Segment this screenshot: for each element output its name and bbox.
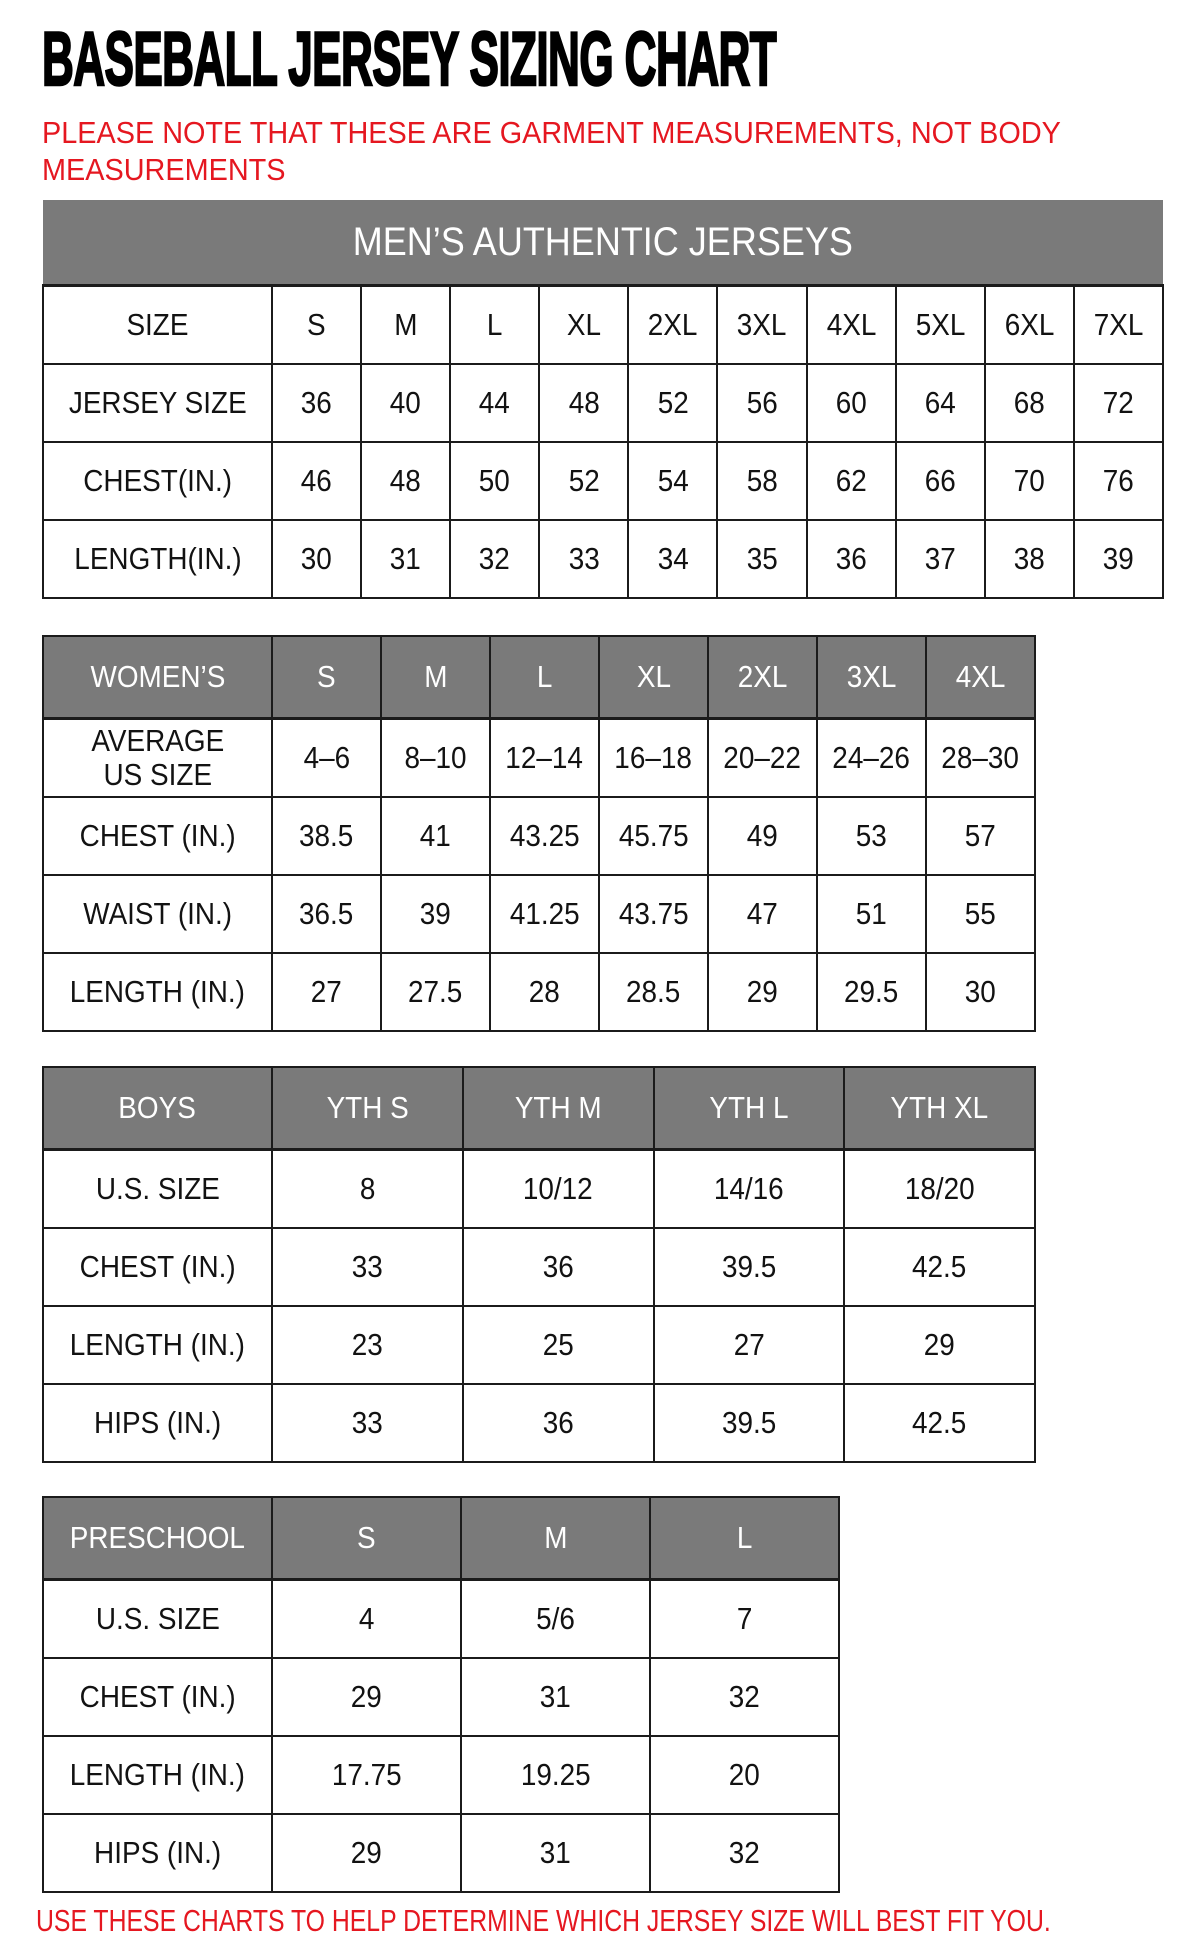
womens-row-0-cell-6: [926, 719, 1035, 798]
preschool-row-3-label-text: HIPS (IN.): [93, 1835, 222, 1870]
womens-row-0-cell-5: [817, 719, 926, 798]
womens-row-0-cell-4: [708, 719, 817, 798]
page-title: BASEBALL JERSEY SIZING CHART: [42, 17, 777, 102]
womens-header-label: [43, 636, 272, 719]
boys-row-0-cell-3: [844, 1150, 1035, 1229]
preschool-row-2: [43, 1736, 839, 1814]
womens-row-3-cell-4: [708, 953, 817, 1031]
mens-row-3-cell-1: [361, 520, 450, 598]
mens-row-3-cell-5: [717, 520, 806, 598]
mens-row-2-cell-6-text: 62: [835, 463, 867, 498]
womens-header-cell-2: [490, 636, 599, 719]
mens-banner-text: MEN’S AUTHENTIC JERSEYS: [352, 219, 854, 264]
mens-row-0-label: [43, 286, 272, 365]
womens-row-1-cell-5: [817, 797, 926, 875]
boys-row-1-cell-1: [463, 1228, 654, 1306]
mens-row-3-cell-6-text: 36: [835, 541, 867, 576]
mens-row-2-cell-2: [450, 442, 539, 520]
womens-header-cell-0-text: S: [317, 659, 336, 694]
boys-row-0-label: [43, 1150, 272, 1229]
preschool-row-2-label-text: LENGTH (IN.): [69, 1757, 246, 1792]
boys-row-0-cell-0: [272, 1150, 463, 1229]
mens-row-3-cell-4-text: 34: [657, 541, 689, 576]
preschool-row-0-cell-2: [650, 1580, 839, 1659]
mens-row-3-label: [43, 520, 272, 598]
mens-row-0-cell-7: [896, 286, 985, 365]
mens-row-3-cell-2: [450, 520, 539, 598]
mens-row-0-cell-4: [628, 286, 717, 365]
mens-banner-row: [43, 200, 1163, 286]
boys-row-3-cell-2-text: 39.5: [721, 1405, 777, 1440]
mens-row-0-cell-0-text: S: [307, 307, 326, 342]
womens-header-label-text: WOMEN’S: [90, 659, 225, 694]
womens-row-1-cell-2-text: 43.25: [509, 818, 580, 853]
mens-row-1-cell-8: [985, 364, 1074, 442]
mens-row-2-cell-1: [361, 442, 450, 520]
preschool-header-cell-0: [272, 1497, 461, 1580]
womens-row-0-cell-0: [272, 719, 381, 798]
boys-row-0-cell-3-text: 18/20: [904, 1171, 975, 1206]
preschool-sizing-table: [42, 1496, 840, 1893]
boys-row-3: [43, 1384, 1035, 1462]
mens-row-3-cell-8: [985, 520, 1074, 598]
footer-note: [36, 1905, 1180, 1936]
boys-row-1-label: [43, 1228, 272, 1306]
boys-header-label-text: BOYS: [118, 1090, 197, 1125]
womens-row-2-cell-1-text: 39: [419, 896, 452, 931]
boys-row-0-label-text: U.S. SIZE: [95, 1171, 220, 1206]
womens-row-3-cell-6-text: 30: [964, 974, 997, 1009]
mens-row-3-cell-0: [272, 520, 361, 598]
mens-row-2-cell-8: [985, 442, 1074, 520]
boys-header-row: [43, 1067, 1035, 1150]
boys-header-cell-1: [463, 1067, 654, 1150]
preschool-row-3-cell-0-text: 29: [350, 1835, 383, 1870]
mens-row-0-cell-5: [717, 286, 806, 365]
womens-row-3: [43, 953, 1035, 1031]
mens-row-1-cell-5-text: 56: [746, 385, 778, 420]
garment-measurement-note: [42, 114, 1180, 188]
womens-row-2-cell-2-text: 41.25: [509, 896, 580, 931]
preschool-row-1-cell-0-text: 29: [350, 1679, 383, 1714]
womens-row-1: [43, 797, 1035, 875]
boys-row-1: [43, 1228, 1035, 1306]
womens-row-1-cell-2: [490, 797, 599, 875]
mens-row-1-cell-4: [628, 364, 717, 442]
boys-row-3-cell-1-text: 36: [542, 1405, 574, 1440]
mens-row-1-cell-9: [1074, 364, 1163, 442]
boys-row-2-cell-1-text: 25: [542, 1327, 574, 1362]
womens-row-3-cell-5-text: 29.5: [844, 974, 899, 1009]
preschool-header-cell-2-text: L: [736, 1520, 753, 1555]
boys-row-0-cell-1: [463, 1150, 654, 1229]
boys-row-3-cell-0-text: 33: [351, 1405, 383, 1440]
womens-header-cell-6: [926, 636, 1035, 719]
mens-row-3-cell-3-text: 33: [568, 541, 600, 576]
preschool-header-label-text: PRESCHOOL: [69, 1520, 246, 1555]
mens-row-1-cell-7-text: 64: [924, 385, 956, 420]
mens-row-1-cell-4-text: 52: [657, 385, 689, 420]
mens-row-1: [43, 364, 1163, 442]
boys-row-3-cell-3: [844, 1384, 1035, 1462]
womens-row-2-cell-3-text: 43.75: [618, 896, 689, 931]
preschool-row-3-cell-2: [650, 1814, 839, 1892]
womens-row-0-cell-6-text: 28–30: [941, 740, 1020, 775]
mens-row-1-cell-5: [717, 364, 806, 442]
mens-row-2-cell-2-text: 50: [479, 463, 511, 498]
mens-row-3-cell-9: [1074, 520, 1163, 598]
preschool-row-1-cell-1: [461, 1658, 650, 1736]
mens-row-0-cell-5-text: 3XL: [737, 307, 787, 342]
preschool-header-row: [43, 1497, 839, 1580]
boys-row-2: [43, 1306, 1035, 1384]
boys-row-1-cell-3-text: 42.5: [912, 1249, 967, 1284]
mens-row-1-cell-8-text: 68: [1013, 385, 1045, 420]
mens-row-2-cell-7-text: 66: [924, 463, 956, 498]
boys-row-2-label: [43, 1306, 272, 1384]
preschool-row-2-cell-1: [461, 1736, 650, 1814]
preschool-header-cell-1-text: M: [543, 1520, 568, 1555]
boys-row-3-cell-3-text: 42.5: [912, 1405, 967, 1440]
preschool-row-1-cell-0: [272, 1658, 461, 1736]
mens-row-3-cell-5-text: 35: [746, 541, 778, 576]
preschool-row-3-cell-1-text: 31: [539, 1835, 572, 1870]
womens-row-1-cell-5-text: 53: [855, 818, 888, 853]
mens-row-3-cell-8-text: 38: [1013, 541, 1045, 576]
preschool-row-0-label-text: U.S. SIZE: [95, 1601, 220, 1636]
womens-row-1-cell-3: [599, 797, 708, 875]
womens-header-row: [43, 636, 1035, 719]
womens-row-2-cell-4-text: 47: [746, 896, 779, 931]
mens-row-2-cell-9: [1074, 442, 1163, 520]
mens-row-2-cell-0: [272, 442, 361, 520]
mens-row-3-cell-7-text: 37: [924, 541, 956, 576]
mens-banner: [43, 200, 1163, 286]
womens-row-2: [43, 875, 1035, 953]
preschool-row-0-cell-1-text: 5/6: [536, 1601, 575, 1636]
mens-row-2-cell-8-text: 70: [1013, 463, 1045, 498]
mens-row-0: [43, 286, 1163, 365]
mens-row-0-cell-4-text: 2XL: [648, 307, 698, 342]
boys-row-2-cell-1: [463, 1306, 654, 1384]
womens-row-2-cell-1: [381, 875, 490, 953]
mens-row-0-cell-1: [361, 286, 450, 365]
womens-row-0: [43, 719, 1035, 798]
womens-row-2-cell-4: [708, 875, 817, 953]
womens-row-0-label-text: AVERAGE US SIZE: [91, 722, 224, 792]
preschool-row-2-cell-2-text: 20: [728, 1757, 761, 1792]
boys-row-3-label-text: HIPS (IN.): [93, 1405, 222, 1440]
preschool-row-1-cell-1-text: 31: [539, 1679, 572, 1714]
mens-row-1-cell-1-text: 40: [390, 385, 422, 420]
mens-row-2-cell-1-text: 48: [390, 463, 422, 498]
preschool-row-2-cell-0: [272, 1736, 461, 1814]
boys-row-2-label-text: LENGTH (IN.): [69, 1327, 246, 1362]
mens-row-1-cell-2-text: 44: [479, 385, 511, 420]
mens-row-0-cell-3: [539, 286, 628, 365]
preschool-header-cell-0-text: S: [357, 1520, 376, 1555]
womens-sizing-table: [42, 635, 1036, 1032]
womens-header-cell-4: [708, 636, 817, 719]
mens-row-2-cell-3-text: 52: [568, 463, 600, 498]
boys-row-1-cell-2-text: 39.5: [721, 1249, 777, 1284]
womens-row-1-cell-4: [708, 797, 817, 875]
womens-row-3-cell-0: [272, 953, 381, 1031]
preschool-row-3-cell-2-text: 32: [728, 1835, 761, 1870]
mens-row-2-cell-0-text: 46: [301, 463, 333, 498]
boys-row-1-cell-0-text: 33: [351, 1249, 383, 1284]
womens-row-0-cell-2-text: 12–14: [505, 740, 584, 775]
boys-row-2-cell-0: [272, 1306, 463, 1384]
boys-header-cell-2-text: YTH L: [709, 1090, 789, 1125]
boys-row-1-cell-0: [272, 1228, 463, 1306]
preschool-row-1-label-text: CHEST (IN.): [79, 1679, 236, 1714]
womens-row-3-cell-6: [926, 953, 1035, 1031]
mens-row-0-cell-2: [450, 286, 539, 365]
preschool-header-cell-1: [461, 1497, 650, 1580]
boys-row-0-cell-1-text: 10/12: [523, 1171, 594, 1206]
mens-row-3-cell-7: [896, 520, 985, 598]
womens-row-2-label: [43, 875, 272, 953]
boys-row-0-cell-2-text: 14/16: [713, 1171, 784, 1206]
womens-row-1-cell-6: [926, 797, 1035, 875]
mens-row-3-cell-4: [628, 520, 717, 598]
boys-row-0-cell-0-text: 8: [359, 1171, 376, 1206]
boys-row-2-cell-2-text: 27: [733, 1327, 765, 1362]
mens-row-2-label: [43, 442, 272, 520]
womens-row-0-cell-5-text: 24–26: [832, 740, 911, 775]
womens-header-cell-6-text: 4XL: [955, 659, 1006, 694]
boys-row-1-cell-1-text: 36: [542, 1249, 574, 1284]
preschool-row-0-cell-0-text: 4: [358, 1601, 375, 1636]
boys-header-cell-3-text: YTH XL: [890, 1090, 989, 1125]
womens-header-cell-4-text: 2XL: [737, 659, 788, 694]
mens-row-3: [43, 520, 1163, 598]
mens-row-2-cell-9-text: 76: [1102, 463, 1134, 498]
mens-row-0-cell-7-text: 5XL: [915, 307, 966, 342]
preschool-row-1-cell-2: [650, 1658, 839, 1736]
boys-header-cell-3: [844, 1067, 1035, 1150]
womens-header-cell-1-text: M: [423, 659, 448, 694]
womens-row-3-label-text: LENGTH (IN.): [69, 974, 246, 1009]
womens-row-0-cell-3: [599, 719, 708, 798]
preschool-row-0-cell-1: [461, 1580, 650, 1659]
mens-row-1-cell-1: [361, 364, 450, 442]
mens-row-3-cell-2-text: 32: [479, 541, 511, 576]
womens-row-0-cell-0-text: 4–6: [303, 740, 350, 775]
mens-row-1-cell-9-text: 72: [1102, 385, 1134, 420]
preschool-header-label: [43, 1497, 272, 1580]
womens-row-3-cell-1-text: 27.5: [408, 974, 463, 1009]
mens-row-0-cell-6: [807, 286, 896, 365]
note-line-1: PLEASE NOTE THAT THESE ARE GARMENT MEASUREMENTS, NOT BODY: [42, 115, 1061, 150]
footer-note-text: USE THESE CHARTS TO HELP DETERMINE WHICH JERSEY SIZE WILL BEST FIT YOU.: [36, 1903, 1051, 1938]
mens-row-2-cell-3: [539, 442, 628, 520]
boys-row-1-cell-2: [654, 1228, 845, 1306]
womens-row-1-cell-3-text: 45.75: [618, 818, 689, 853]
womens-header-cell-1: [381, 636, 490, 719]
womens-row-3-cell-1: [381, 953, 490, 1031]
boys-row-1-cell-3: [844, 1228, 1035, 1306]
mens-row-1-label: [43, 364, 272, 442]
mens-row-3-cell-0-text: 30: [301, 541, 333, 576]
preschool-row-2-cell-0-text: 17.75: [331, 1757, 402, 1792]
boys-row-2-cell-3-text: 29: [924, 1327, 956, 1362]
womens-row-3-cell-3: [599, 953, 708, 1031]
boys-sizing-table: [42, 1066, 1036, 1463]
womens-header-cell-5: [817, 636, 926, 719]
boys-header-cell-2: [654, 1067, 845, 1150]
preschool-row-0-label: [43, 1580, 272, 1659]
mens-row-1-cell-3-text: 48: [568, 385, 600, 420]
note-line-2: MEASUREMENTS: [42, 152, 286, 187]
womens-row-2-cell-6: [926, 875, 1035, 953]
mens-row-1-cell-0-text: 36: [301, 385, 333, 420]
womens-row-3-cell-2-text: 28: [528, 974, 561, 1009]
mens-row-1-cell-6: [807, 364, 896, 442]
womens-row-2-cell-0-text: 36.5: [299, 896, 354, 931]
preschool-row-3-cell-1: [461, 1814, 650, 1892]
preschool-row-2-cell-1-text: 19.25: [520, 1757, 591, 1792]
mens-row-3-cell-6: [807, 520, 896, 598]
mens-row-0-cell-8: [985, 286, 1074, 365]
womens-header-cell-3-text: XL: [636, 659, 671, 694]
womens-header-cell-2-text: L: [536, 659, 553, 694]
mens-row-1-label-text: JERSEY SIZE: [68, 385, 247, 420]
mens-row-0-cell-2-text: L: [486, 307, 503, 342]
mens-row-3-label-text: LENGTH(IN.): [73, 541, 242, 576]
mens-row-2-cell-5-text: 58: [746, 463, 778, 498]
mens-sizing-table: [42, 200, 1164, 599]
womens-header-cell-0: [272, 636, 381, 719]
womens-row-1-cell-1-text: 41: [419, 818, 452, 853]
womens-row-2-cell-5-text: 51: [855, 896, 888, 931]
womens-row-2-cell-0: [272, 875, 381, 953]
mens-row-2-cell-5: [717, 442, 806, 520]
womens-row-3-cell-2: [490, 953, 599, 1031]
preschool-row-1-cell-2-text: 32: [728, 1679, 761, 1714]
preschool-row-0-cell-2-text: 7: [736, 1601, 753, 1636]
mens-row-2-cell-7: [896, 442, 985, 520]
womens-row-1-cell-4-text: 49: [746, 818, 779, 853]
boys-row-2-cell-3: [844, 1306, 1035, 1384]
womens-row-1-cell-0: [272, 797, 381, 875]
preschool-row-0-cell-0: [272, 1580, 461, 1659]
mens-row-2-cell-6: [807, 442, 896, 520]
womens-row-1-cell-6-text: 57: [964, 818, 997, 853]
boys-row-0: [43, 1150, 1035, 1229]
mens-row-0-label-text: SIZE: [126, 307, 189, 342]
mens-row-3-cell-1-text: 31: [390, 541, 422, 576]
mens-row-0-cell-0: [272, 286, 361, 365]
womens-row-3-label: [43, 953, 272, 1031]
boys-header-label: [43, 1067, 272, 1150]
mens-row-3-cell-9-text: 39: [1102, 541, 1134, 576]
boys-header-cell-0-text: YTH S: [326, 1090, 409, 1125]
mens-row-1-cell-0: [272, 364, 361, 442]
mens-row-0-cell-9: [1074, 286, 1163, 365]
womens-row-0-label: [43, 719, 272, 798]
preschool-row-1: [43, 1658, 839, 1736]
womens-row-2-cell-5: [817, 875, 926, 953]
womens-row-2-cell-6-text: 55: [964, 896, 997, 931]
mens-row-0-cell-3-text: XL: [566, 307, 601, 342]
womens-row-0-cell-4-text: 20–22: [723, 740, 802, 775]
womens-row-1-label: [43, 797, 272, 875]
boys-row-3-cell-1: [463, 1384, 654, 1462]
mens-row-0-cell-6-text: 4XL: [826, 307, 876, 342]
womens-row-0-cell-3-text: 16–18: [614, 740, 693, 775]
boys-row-0-cell-2: [654, 1150, 845, 1229]
preschool-row-0: [43, 1580, 839, 1659]
preschool-row-3-cell-0: [272, 1814, 461, 1892]
boys-row-3-cell-0: [272, 1384, 463, 1462]
boys-row-2-cell-0-text: 23: [351, 1327, 383, 1362]
womens-row-3-cell-4-text: 29: [746, 974, 779, 1009]
womens-row-0-cell-1-text: 8–10: [404, 740, 467, 775]
mens-row-2-cell-4: [628, 442, 717, 520]
boys-row-3-label: [43, 1384, 272, 1462]
boys-header-cell-1-text: YTH M: [514, 1090, 602, 1125]
womens-row-0-cell-1: [381, 719, 490, 798]
preschool-row-3: [43, 1814, 839, 1892]
mens-row-1-cell-6-text: 60: [835, 385, 867, 420]
boys-row-3-cell-2: [654, 1384, 845, 1462]
womens-header-cell-5-text: 3XL: [846, 659, 897, 694]
womens-row-2-cell-2: [490, 875, 599, 953]
mens-row-2-label-text: CHEST(IN.): [83, 463, 232, 498]
mens-row-1-cell-7: [896, 364, 985, 442]
womens-row-2-label-text: WAIST (IN.): [83, 896, 232, 931]
womens-row-3-cell-3-text: 28.5: [626, 974, 681, 1009]
preschool-row-3-label: [43, 1814, 272, 1892]
mens-row-3-cell-3: [539, 520, 628, 598]
boys-header-cell-0: [272, 1067, 463, 1150]
mens-row-0-cell-1-text: M: [394, 307, 418, 342]
mens-row-1-cell-3: [539, 364, 628, 442]
womens-row-1-cell-1: [381, 797, 490, 875]
mens-row-2: [43, 442, 1163, 520]
mens-row-2-cell-4-text: 54: [657, 463, 689, 498]
mens-row-0-cell-9-text: 7XL: [1093, 307, 1144, 342]
womens-header-cell-3: [599, 636, 708, 719]
womens-row-3-cell-0-text: 27: [310, 974, 343, 1009]
preschool-row-2-label: [43, 1736, 272, 1814]
womens-row-1-label-text: CHEST (IN.): [79, 818, 236, 853]
mens-row-0-cell-8-text: 6XL: [1004, 307, 1055, 342]
boys-row-1-label-text: CHEST (IN.): [79, 1249, 236, 1284]
preschool-row-1-label: [43, 1658, 272, 1736]
womens-row-3-cell-5: [817, 953, 926, 1031]
preschool-row-2-cell-2: [650, 1736, 839, 1814]
womens-row-2-cell-3: [599, 875, 708, 953]
preschool-header-cell-2: [650, 1497, 839, 1580]
boys-row-2-cell-2: [654, 1306, 845, 1384]
mens-row-1-cell-2: [450, 364, 539, 442]
womens-row-0-cell-2: [490, 719, 599, 798]
womens-row-1-cell-0-text: 38.5: [299, 818, 354, 853]
